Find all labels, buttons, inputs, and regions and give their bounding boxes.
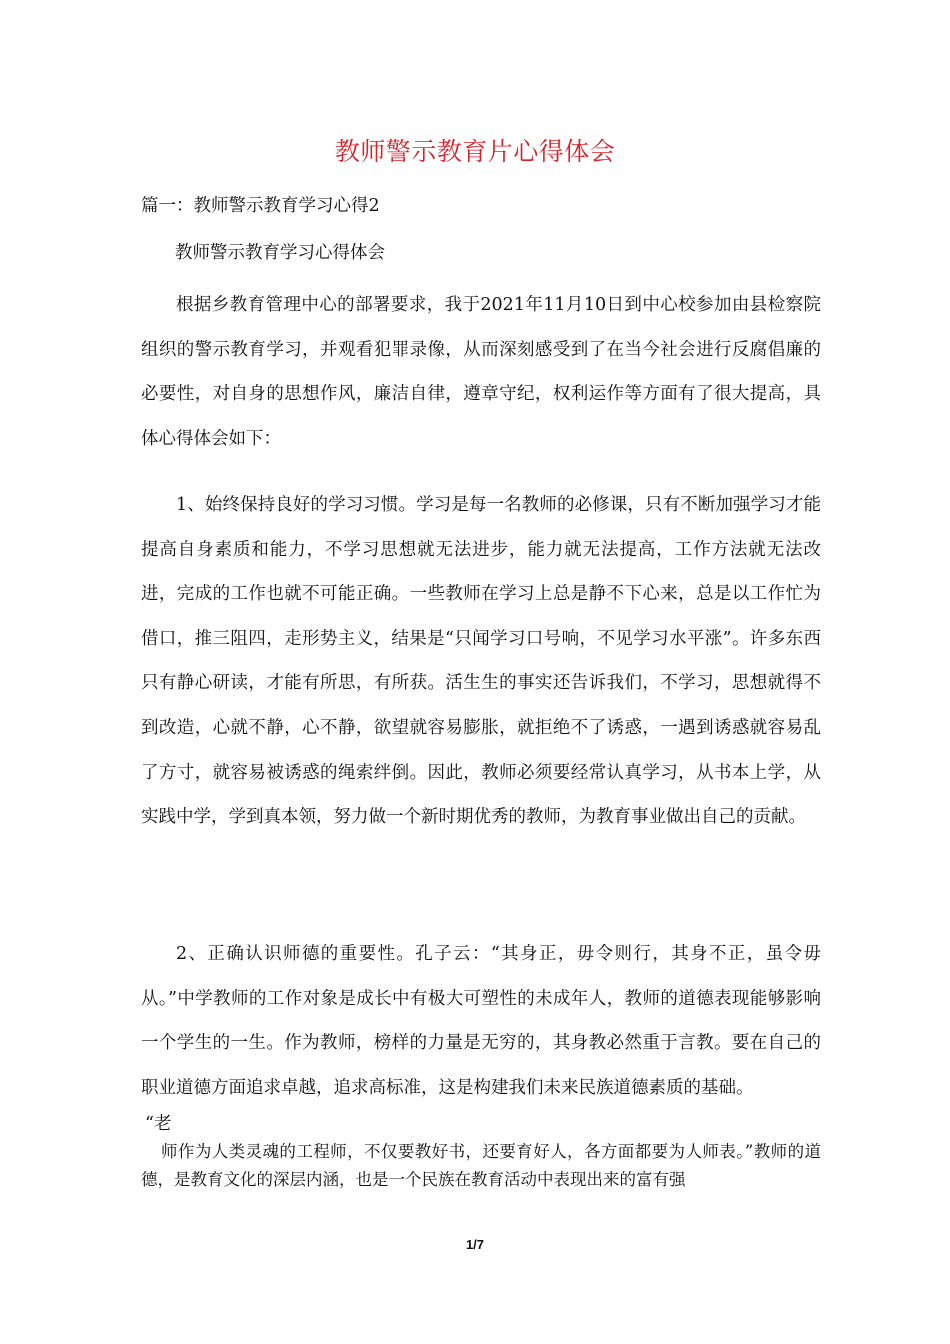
paragraph-intro: 根据乡教育管理中心的部署要求，我于2021年11月10日到中心校参加由县检察院组织的警示教育学习，并观看犯罪录像，从而深刻感受到了在当今社会进行反腐倡廉的必要性，对自身的思想作风，廉洁自律，遵章守纪，权利运作等方面有了很大提高，具体心得体会如下： xyxy=(141,295,821,449)
paragraph-point-1: 1、始终保持良好的学习习惯。学习是每一名教师的必修课，只有不断加强学习才能提高自身素质和能力，不学习思想就无法进步，能力就无法提高，工作方法就无法改进，完成的工作也就不可能正确。一些教师在学习上总是静不下心来，总是以工作忙为借口，推三阻四，走形势主义，结果是“只闻学习口号响，不见学习水平涨”。许多东西只有静心研读，才能有所思，有所获。活生生的事实还告诉我们，不学习，思想就得不到改造，心就不静，心不静，欲望就容易膨胀，就拒绝不了诱惑，一遇到诱惑就容易乱了方寸，就容易被诱惑的绳索绊倒。因此，教师必须要经常认真学习，从书本上学，从实践中学，学到真本领，努力做一个新时期优秀的教师，为教育事业做出自己的贡献。 xyxy=(141,495,821,828)
page-number: 1/7 xyxy=(465,1237,485,1252)
closing-text: 师作为人类灵魂的工程师，不仅要教好书，还要育好人，各方面都要为人师表。”教师的道德，是教育文化的深层内涵，也是一个民族在教育活动中表现出来的富有强 xyxy=(141,1142,821,1189)
subtitle: 教师警示教育学习心得体会 xyxy=(175,243,385,263)
quote-open: “老 xyxy=(145,1114,172,1134)
document-title: 教师警示教育片心得体会 xyxy=(334,137,616,166)
paragraph-point-2: 2、正确认识师德的重要性。孔子云：“其身正，毋令则行，其身不正，虽令毋从。”中学教师的工作对象是成长中有极大可塑性的未成年人，教师的道德表现能够影响一个学生的一生。作为教师，榜样的力量是无穷的，其身教必然重于言教。要在自己的职业道德方面追求卓越，追求高标准，这是构建我们未来民族道德素质的基础。 xyxy=(141,944,821,1098)
section-heading: 篇一：教师警示教育学习心得2 xyxy=(141,196,380,216)
